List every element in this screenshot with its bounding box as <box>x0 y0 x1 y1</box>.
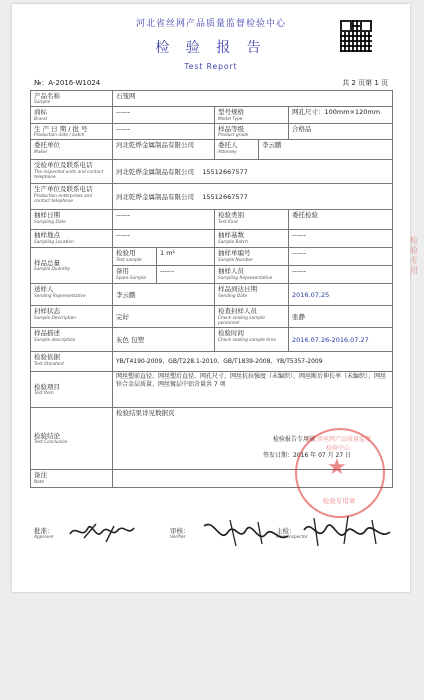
issue-date: 签发日期：2016 年 07 月 27 日 <box>263 452 352 460</box>
test-item-value: 网丝塑前直径、网丝塑后直径、网孔尺寸、网丝抗拉强度（未编织）、网丝断后伸长率（未编织）、网丝锌合金层质量、网丝镀层中铝含量共 7 项 <box>113 372 393 408</box>
report-title: 检 验 报 告 <box>155 40 267 56</box>
seal-state-value: 完好 <box>113 306 215 328</box>
table-row <box>31 372 393 408</box>
sample-batch-value: ------ <box>289 230 393 248</box>
verifier-field: 审核： Verifier <box>170 527 190 540</box>
table-row <box>31 107 393 123</box>
test-kind-value: 委托检验 <box>289 210 393 230</box>
production-unit-phone: 15512667577 <box>202 192 248 201</box>
table-row <box>31 184 393 210</box>
sample-number-value: ------ <box>289 248 393 266</box>
conclusion-text: 检验结果详见数据页 <box>116 409 175 418</box>
label-cell: 委托单位 Maker <box>31 140 113 160</box>
label-cell: 抽样单编号 Sample Number <box>215 248 289 266</box>
product-name-value: 石笼网 <box>113 91 393 107</box>
label-cell: 封样状态 Sample Description <box>31 306 113 328</box>
check-sealing-value: 张静 <box>289 306 393 328</box>
page-info: 共 2 页第 1 页 <box>342 79 388 87</box>
test-time-value: 2016.07.26-2016.07.27 <box>289 328 393 352</box>
table-row <box>31 160 393 184</box>
table-row <box>31 328 393 352</box>
label-cell: 抽样地点 Sampling Location <box>31 230 113 248</box>
star-icon: ★ <box>327 455 347 480</box>
report-subtitle: Test Report <box>184 62 238 71</box>
approver-field: 批准： Approver <box>34 527 54 540</box>
label-cell: 样品等级 Product grade <box>215 123 289 139</box>
table-row <box>31 352 393 372</box>
sampling-location-value: ------ <box>113 230 215 248</box>
sending-rep-value: 李云鹏 <box>113 284 215 306</box>
sampling-date-value: ------ <box>113 210 215 230</box>
main-inspector-signature <box>302 514 392 548</box>
label-cell: 抽样人员 Sampling Representative <box>215 266 289 284</box>
approver-signature <box>66 520 136 546</box>
label-cell: 检验类别 Test Kind <box>215 210 289 230</box>
production-unit-value: 河北乾烨金属制品有限公司 15512667577 <box>113 184 393 210</box>
test-sample-value: 1 m² <box>157 248 215 266</box>
prod-date-value: ------ <box>113 123 215 139</box>
sending-date-value: 2016.07.25 <box>289 284 393 306</box>
label-cell: 检验时间 Check sealing sample time <box>215 328 289 352</box>
label-cell: 检查封样人员 Check sealing sample personnel <box>215 306 289 328</box>
label-cell: 样品描述 Sample description <box>31 328 113 352</box>
table-row <box>31 306 393 328</box>
label-cell: 商标 Brand <box>31 107 113 123</box>
label-cell: 型号规格 Model Type <box>215 107 289 123</box>
brand-value: ------ <box>113 107 215 123</box>
label-cell: 送样人 Sending Representative <box>31 284 113 306</box>
report-number: №：A-2016-W1024 <box>34 79 101 87</box>
maker-value: 河北乾烨金属制品有限公司 <box>113 140 215 160</box>
label-cell: 抽样基数 Sample Batch <box>215 230 289 248</box>
seal-bottom-text: 检验专用章 <box>322 497 356 505</box>
center-name: 河北省丝网产品质量监督检验中心 <box>135 19 286 29</box>
label-cell: 生 产 日 期 / 批 号 Production date / batch <box>31 123 113 139</box>
seal-ring-text: 河北省丝网产品质量监督检验中心 <box>304 436 371 452</box>
inspection-seal <box>295 428 385 518</box>
inspected-unit-value: 河北乾烨金属制品有限公司 15512667577 <box>113 160 393 184</box>
inspected-unit-phone: 15512667577 <box>202 167 248 176</box>
sampler-value: ------ <box>289 266 393 284</box>
spare-sample-value: ------ <box>157 266 215 284</box>
signature-row <box>30 524 392 546</box>
test-standard-value: YB/T4190-2009、GB/T228.1-2010、GB/T1839-2008、YB/T5357-2009 <box>113 352 393 372</box>
table-row <box>31 210 393 230</box>
table-row <box>31 230 393 248</box>
label-cell: 检验结论 Test Conclusion <box>31 408 113 470</box>
label-cell: 备注 Note <box>31 470 113 488</box>
table-row <box>31 123 393 139</box>
label-cell: 检验用 Test sample <box>113 248 157 266</box>
main-inspector-field: 主检： Main Inspector <box>276 527 308 540</box>
label-cell: 委托人 Attorney <box>215 140 259 160</box>
table-row <box>31 91 393 107</box>
label-cell: 生产单位及联系电话 Production enterprises and contact telephone <box>31 184 113 210</box>
label-cell: 样品总量 Sample Quantity <box>31 248 113 284</box>
label-cell: 受检单位及联系电话 The inspected units and contact telephone <box>31 160 113 184</box>
label-cell: 备用 Spare Sample <box>113 266 157 284</box>
sample-desc-value: 灰色 包塑 <box>113 328 215 352</box>
table-row <box>31 284 393 306</box>
label-cell: 样品到达日期 Sending Date <box>215 284 289 306</box>
conclusion-stamp-line: 检验报告专用章 <box>273 436 316 444</box>
grade-value: 合格品 <box>289 123 393 139</box>
table-row <box>31 248 393 266</box>
attorney-value: 李云鹏 <box>259 140 393 160</box>
label-cell: 检验依据 Test Standard <box>31 352 113 372</box>
label-cell: 抽样日期 Sampling Date <box>31 210 113 230</box>
report-sheet <box>12 4 410 592</box>
verifier-signature <box>200 516 290 548</box>
edge-seal-fragment: 检验专用 <box>410 236 418 275</box>
table-row <box>31 140 393 160</box>
model-value: 网孔尺寸：100mm×120mm <box>289 107 393 123</box>
label-cell: 产品名称 Sample <box>31 91 113 107</box>
label-cell: 检验项目 Test Item <box>31 372 113 408</box>
